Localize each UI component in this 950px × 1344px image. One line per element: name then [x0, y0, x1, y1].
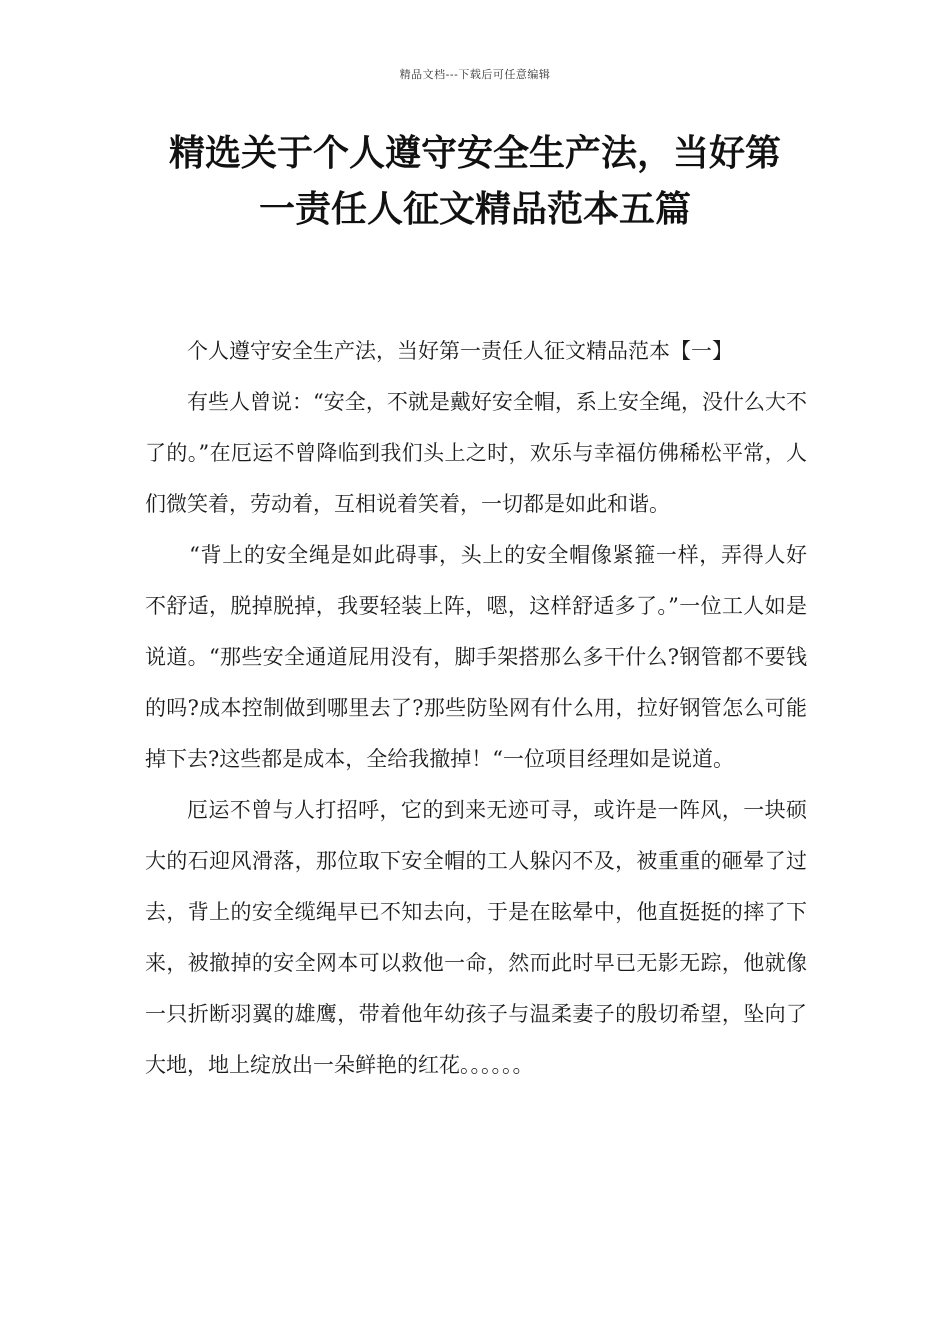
paragraph: “背上的安全绳是如此碍事，头上的安全帽像紧箍一样，弄得人好不舒适，脱掉脱掉，我要轻装上阵，嗯，这样舒适多了。”一位工人如是说道。“那些安全通道屁用没有，脚手架搭那么多干什么?钢管都不要钱的吗?成本控制做到哪里去了?那些防坠网有什么用，拉好钢管怎么可能掉下去?这些都是成本，全给我撤掉！“一位项目经理如是说道。	[145, 543, 807, 771]
paragraph: 有些人曾说：“安全，不就是戴好安全帽，系上安全绳，没什么大不了的。”在厄运不曾降临到我们头上之时，欢乐与幸福仿佛稀松平常，人们微笑着，劳动着，互相说着笑着，一切都是如此和谐。	[145, 390, 807, 516]
document-body	[145, 326, 807, 1091]
title-line-2: 一责任人征文精品范本五篇	[258, 189, 691, 230]
section-heading: 个人遵守安全生产法，当好第一责任人征文精品范本【一】	[187, 339, 733, 363]
document-title	[100, 126, 850, 238]
paragraph: 厄运不曾与人打招呼，它的到来无迹可寻，或许是一阵风，一块硕大的石迎风滑落，那位取下安全帽的工人躲闪不及，被重重的砸晕了过去，背上的安全缆绳早已不知去向，于是在眩晕中，他直挺挺的摔了下来，被撤掉的安全网本可以救他一命，然而此时早已无影无踪，他就像一只折断羽翼的雄鹰，带着他年幼孩子与温柔妻子的殷切希望，坠向了大地，地上绽放出一朵鲜艳的红花。。。。。。	[145, 798, 807, 1077]
title-line-1: 精选关于个人遵守安全生产法，当好第	[168, 133, 781, 174]
header-note: 精品文档---下载后可任意编辑	[399, 68, 551, 81]
